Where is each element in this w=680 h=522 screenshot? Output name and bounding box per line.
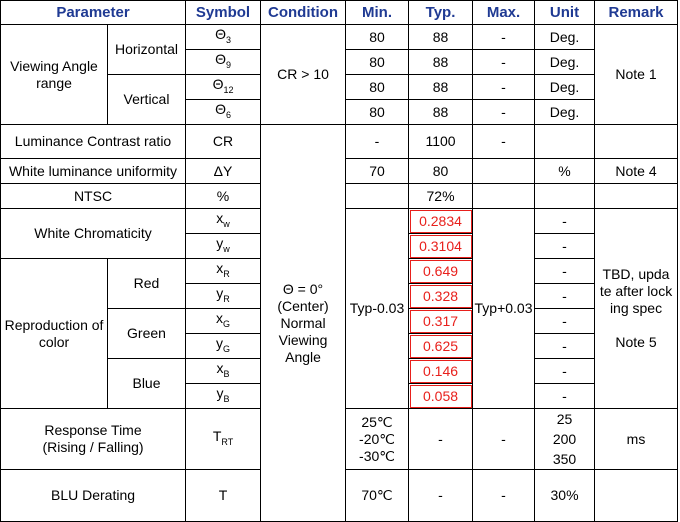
condition-line: -30℃	[359, 447, 395, 464]
min-cell: 80	[346, 75, 409, 100]
typ-cell: 1100	[409, 125, 473, 159]
header-parameter: Parameter	[1, 1, 186, 25]
remark-line: TBD, upda	[602, 266, 670, 282]
remark-note5	[595, 209, 678, 409]
table-row	[1, 125, 678, 159]
unit-cell: ms	[595, 409, 678, 470]
typ-cell: 0.146	[409, 359, 473, 384]
table-row	[1, 25, 678, 50]
typ-cell: 0.3104	[409, 234, 473, 259]
unit-cell: -	[535, 284, 595, 309]
unit-cell	[595, 470, 678, 522]
unit-cell	[535, 184, 595, 209]
max-cell	[473, 184, 535, 209]
chroma-min: Typ-0.03	[346, 209, 409, 409]
typ-cell: 88	[409, 100, 473, 125]
header-symbol: Symbol	[186, 1, 261, 25]
response-label-line: (Rising / Falling)	[42, 439, 144, 455]
symbol-cell: $x_R$	[186, 259, 261, 284]
symbol-cell: $\Theta_3$	[186, 25, 261, 50]
unit-cell: Deg.	[535, 25, 595, 50]
symbol-cell: $y_B$	[186, 384, 261, 409]
unit-cell: -	[535, 384, 595, 409]
min-cell: -	[346, 125, 409, 159]
symbol-cell: $\Theta_6$	[186, 100, 261, 125]
condition-line: Angle	[285, 348, 321, 365]
condition-line: (Center)	[277, 297, 329, 314]
unit-cell	[535, 125, 595, 159]
unit-cell: -	[535, 234, 595, 259]
typ-cell: 88	[409, 75, 473, 100]
viewing-angle-label: Viewing Angle range	[1, 25, 108, 125]
condition-line: Viewing	[278, 331, 328, 348]
header-remark: Remark	[595, 1, 678, 25]
response-label-line: Response Time	[44, 422, 142, 438]
min-cell: 70	[346, 159, 409, 184]
unit-cell: -	[535, 359, 595, 384]
symbol-cell: $y_G$	[186, 334, 261, 359]
center-condition	[261, 125, 346, 522]
symbol-cell: $T_{RT}$	[186, 409, 261, 470]
unit-cell: Deg.	[535, 50, 595, 75]
max-line: 200	[552, 431, 577, 447]
max-cell: -	[473, 50, 535, 75]
max-cell: 30%	[535, 470, 595, 522]
min-cell: 80	[346, 100, 409, 125]
max-cell: -	[473, 100, 535, 125]
ntsc-label: NTSC	[1, 184, 186, 209]
condition-line: 25℃	[361, 413, 393, 430]
max-line: 350	[552, 451, 577, 467]
min-cell: 80	[346, 25, 409, 50]
header-typ: Typ.	[409, 1, 473, 25]
symbol-cell: $x_B$	[186, 359, 261, 384]
vertical-label: Vertical	[108, 75, 186, 125]
header-unit: Unit	[535, 1, 595, 25]
max-cell: -	[473, 125, 535, 159]
symbol-cell: $x_w$	[186, 209, 261, 234]
green-label: Green	[108, 309, 186, 359]
condition-cell: 70℃	[346, 470, 409, 522]
unit-cell: -	[535, 309, 595, 334]
typ-cell: -	[473, 409, 535, 470]
reproduction-label: Reproduction of color	[1, 259, 108, 409]
remark-line: Note 5	[615, 334, 657, 350]
symbol-cell: %	[186, 184, 261, 209]
min-cell: -	[409, 470, 473, 522]
remark-line: ing spec	[609, 300, 663, 316]
symbol-cell: $y_w$	[186, 234, 261, 259]
response-label	[1, 409, 186, 470]
horizontal-label: Horizontal	[108, 25, 186, 75]
min-cell: -	[409, 409, 473, 470]
unit-cell: -	[535, 209, 595, 234]
max-cell	[535, 409, 595, 470]
unit-cell: Deg.	[535, 100, 595, 125]
blue-label: Blue	[108, 359, 186, 409]
typ-cell: 0.317	[409, 309, 473, 334]
response-condition	[346, 409, 409, 470]
unit-cell: Deg.	[535, 75, 595, 100]
typ-cell: 0.2834	[409, 209, 473, 234]
typ-cell: 88	[409, 25, 473, 50]
remark-cell	[595, 184, 678, 209]
unit-cell: %	[535, 159, 595, 184]
unit-cell: -	[535, 259, 595, 284]
max-cell	[473, 159, 535, 184]
condition-line: Normal	[280, 314, 326, 331]
symbol-cell: $y_R$	[186, 284, 261, 309]
symbol-cell: $\Theta_9$	[186, 50, 261, 75]
chroma-max: Typ+0.03	[473, 209, 535, 409]
typ-cell: 0.058	[409, 384, 473, 409]
typ-cell: 80	[409, 159, 473, 184]
typ-cell: 72%	[409, 184, 473, 209]
remark-note4: Note 4	[595, 159, 678, 184]
remark-line: te after lock	[599, 283, 673, 299]
blu-label: BLU Derating	[1, 470, 186, 522]
typ-cell: 0.328	[409, 284, 473, 309]
header-condition: Condition	[261, 1, 346, 25]
symbol-cell: $\Theta_{12}$	[186, 75, 261, 100]
max-cell: -	[473, 75, 535, 100]
min-cell	[346, 184, 409, 209]
condition-line: -20℃	[359, 430, 395, 447]
symbol-cell: $x_G$	[186, 309, 261, 334]
uniformity-label: White luminance uniformity	[1, 159, 186, 184]
contrast-label: Luminance Contrast ratio	[1, 125, 186, 159]
red-label: Red	[108, 259, 186, 309]
header-max: Max.	[473, 1, 535, 25]
remark-cell	[595, 125, 678, 159]
header-min: Min.	[346, 1, 409, 25]
max-cell: -	[473, 25, 535, 50]
typ-cell: 0.625	[409, 334, 473, 359]
header-row	[1, 1, 678, 25]
white-chromaticity-label: White Chromaticity	[1, 209, 186, 259]
symbol-cell: T	[186, 470, 261, 522]
typ-cell: 0.649	[409, 259, 473, 284]
min-cell: 80	[346, 50, 409, 75]
typ-cell: 88	[409, 50, 473, 75]
typ-cell: -	[473, 470, 535, 522]
unit-cell: -	[535, 334, 595, 359]
condition-line: Θ = 0°	[282, 280, 324, 297]
remark-note1: Note 1	[595, 25, 678, 125]
cr-condition: CR > 10	[261, 25, 346, 125]
symbol-cell: ΔY	[186, 159, 261, 184]
max-line: 25	[556, 411, 573, 427]
symbol-cell: CR	[186, 125, 261, 159]
